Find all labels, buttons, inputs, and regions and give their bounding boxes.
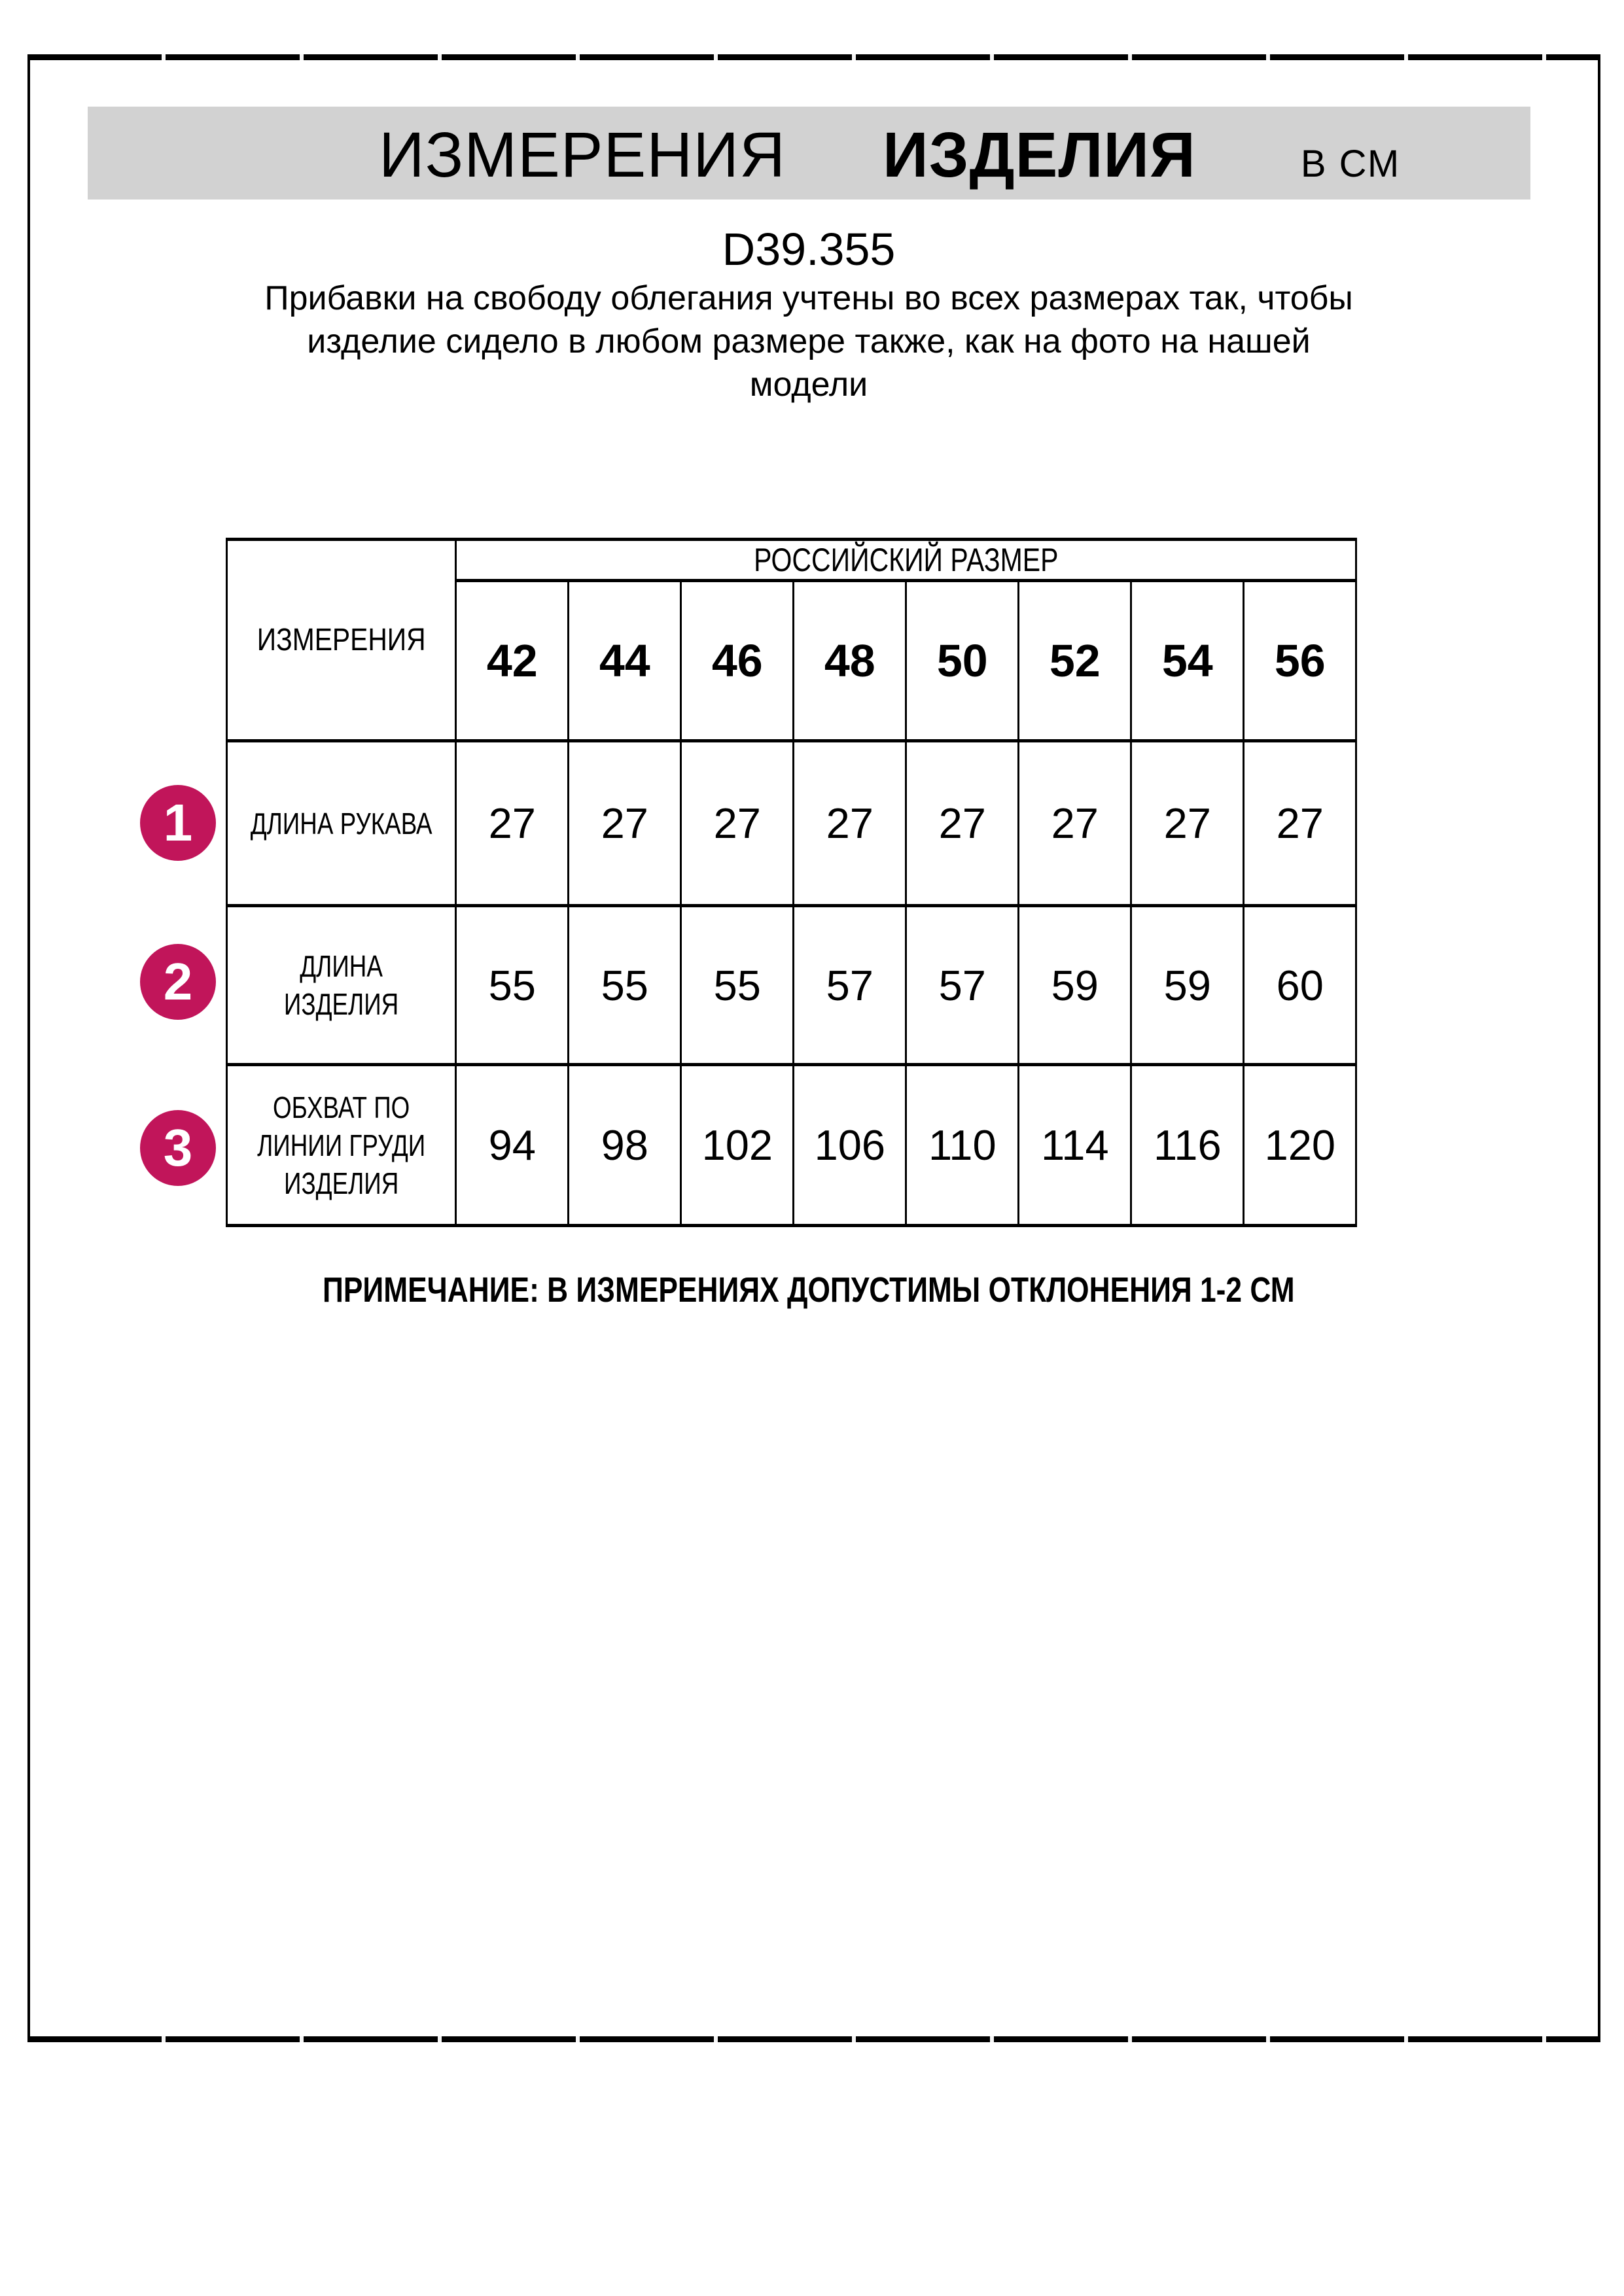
frame-top-border [27,54,1600,60]
size-header-cell: 46 [681,581,794,741]
description-line: изделие сидело в любом размере также, как на фото на нашей [307,322,1311,360]
size-header-cell: 50 [906,581,1019,741]
value-cell: 27 [794,741,906,906]
table-row [227,741,1356,906]
note-text: ПРИМЕЧАНИЕ: В ИЗМЕРЕНИЯХ ДОПУСТИМЫ ОТКЛОНЕНИЯ 1-2 СМ [323,1270,1295,1310]
description-line: модели [749,366,868,404]
row-label-cell [227,741,456,906]
row-number-badge [140,944,216,1020]
row-label: ДЛИНА ИЗДЕЛИЯ [283,949,399,1021]
row-label: ДЛИНА РУКАВА [250,806,432,841]
value-cell: 59 [1131,906,1244,1065]
size-header-cell: 42 [456,581,569,741]
value-cell: 27 [456,741,569,906]
page-title-unit: В СМ [1300,143,1401,185]
table-row [227,906,1356,1065]
value-cell: 55 [569,906,681,1065]
value-cell: 116 [1131,1065,1244,1226]
row-number-badge [140,785,216,861]
size-header-cell: 44 [569,581,681,741]
value-cell: 94 [456,1065,569,1226]
description-line: Прибавки на свободу облегания учтены во всех размерах так, чтобы [264,279,1353,317]
title-bar [88,107,1530,200]
size-header-cell: 52 [1019,581,1131,741]
size-header-cell: 54 [1131,581,1244,741]
table-row [227,1065,1356,1226]
value-cell: 110 [906,1065,1019,1226]
size-header-cell: 56 [1244,581,1356,741]
value-cell: 27 [569,741,681,906]
value-cell: 114 [1019,1065,1131,1226]
page-frame [27,54,1600,2042]
value-cell: 98 [569,1065,681,1226]
value-cell: 57 [906,906,1019,1065]
value-cell: 27 [1131,741,1244,906]
value-cell: 27 [1244,741,1356,906]
frame-bottom-border [27,2036,1600,2042]
value-cell: 120 [1244,1065,1356,1226]
size-group-header-label: РОССИЙСКИЙ РАЗМЕР [754,542,1059,578]
product-description [30,277,1587,406]
value-cell: 27 [1019,741,1131,906]
value-cell: 27 [681,741,794,906]
row-label: ОБХВАТ ПО ЛИНИИ ГРУДИ ИЗДЕЛИЯ [257,1090,426,1200]
value-cell: 57 [794,906,906,1065]
page-title-measurements: ИЗМЕРЕНИЯ [379,119,786,190]
measurements-header-label: ИЗМЕРЕНИЯ [256,623,426,657]
value-cell: 60 [1244,906,1356,1065]
value-cell: 27 [906,741,1019,906]
note [30,1270,1587,1310]
row-label-cell [227,1065,456,1226]
value-cell: 55 [456,906,569,1065]
table-header-row [227,540,1356,581]
size-table [226,538,1357,1227]
value-cell: 59 [1019,906,1131,1065]
page-title-product: ИЗДЕЛИЯ [883,119,1196,190]
value-cell: 55 [681,906,794,1065]
value-cell: 102 [681,1065,794,1226]
product-code: D39.355 [722,224,896,275]
row-number: 2 [163,952,193,1011]
row-number-badge [140,1110,216,1186]
size-header-cell: 48 [794,581,906,741]
measurements-header-cell [227,540,456,741]
row-number: 3 [163,1119,193,1177]
value-cell: 106 [794,1065,906,1226]
size-group-header-cell [456,540,1356,581]
row-number: 1 [163,793,193,852]
row-label-cell [227,906,456,1065]
